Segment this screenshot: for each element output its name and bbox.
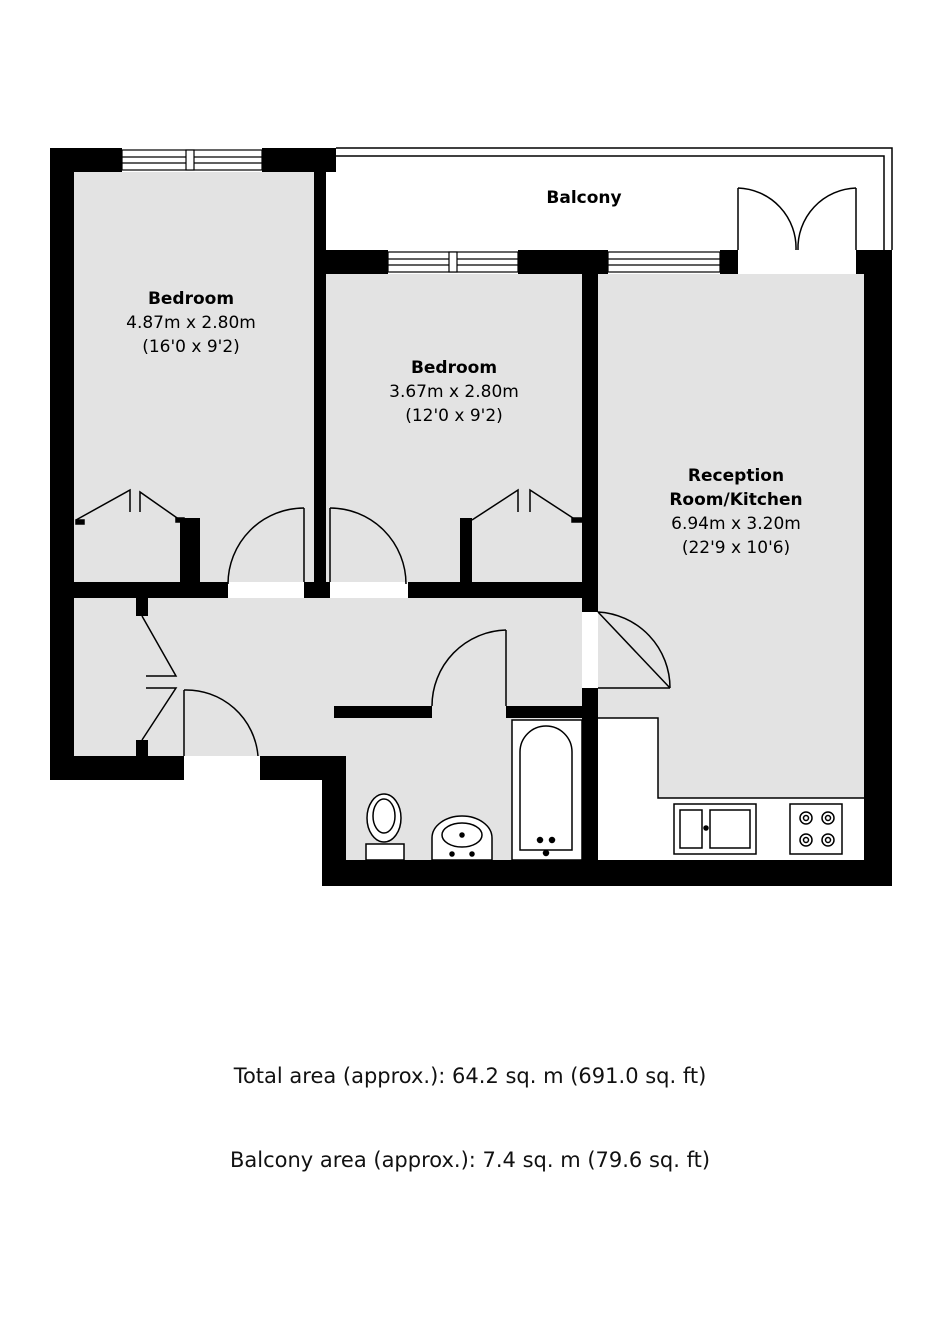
sink-icon bbox=[432, 816, 492, 860]
window-bedroom1 bbox=[122, 150, 262, 170]
balcony-label: Balcony bbox=[546, 188, 622, 208]
bedroom2-size-ft: (12'0 x 9'2) bbox=[405, 406, 503, 426]
reception-name-line1: Reception bbox=[687, 466, 785, 486]
bedroom2-name: Bedroom bbox=[410, 358, 498, 378]
window-reception bbox=[608, 252, 720, 272]
bath-icon bbox=[512, 720, 582, 860]
reception-name-line2: Room/Kitchen bbox=[669, 490, 803, 510]
toilet-icon bbox=[366, 794, 404, 860]
kitchen-sink-icon bbox=[674, 804, 756, 854]
bedroom1-size-ft: (16'0 x 9'2) bbox=[142, 337, 240, 357]
bedroom1-size-m: 4.87m x 2.80m bbox=[126, 313, 256, 333]
reception-size-ft: (22'9 x 10'6) bbox=[681, 538, 791, 558]
balcony-area-text: Balcony area (approx.): 7.4 sq. m (79.6 sq. ft) bbox=[229, 1148, 711, 1172]
total-area-text: Total area (approx.): 64.2 sq. m (691.0 sq. ft) bbox=[233, 1064, 707, 1088]
hob-icon bbox=[790, 804, 842, 854]
window-bedroom2 bbox=[388, 252, 518, 272]
door-balcony bbox=[738, 188, 856, 274]
bedroom1-name: Bedroom bbox=[147, 289, 235, 309]
bedroom2-size-m: 3.67m x 2.80m bbox=[389, 382, 519, 402]
bedroom2-floor bbox=[326, 274, 582, 582]
reception-size-m: 6.94m x 3.20m bbox=[671, 514, 801, 534]
